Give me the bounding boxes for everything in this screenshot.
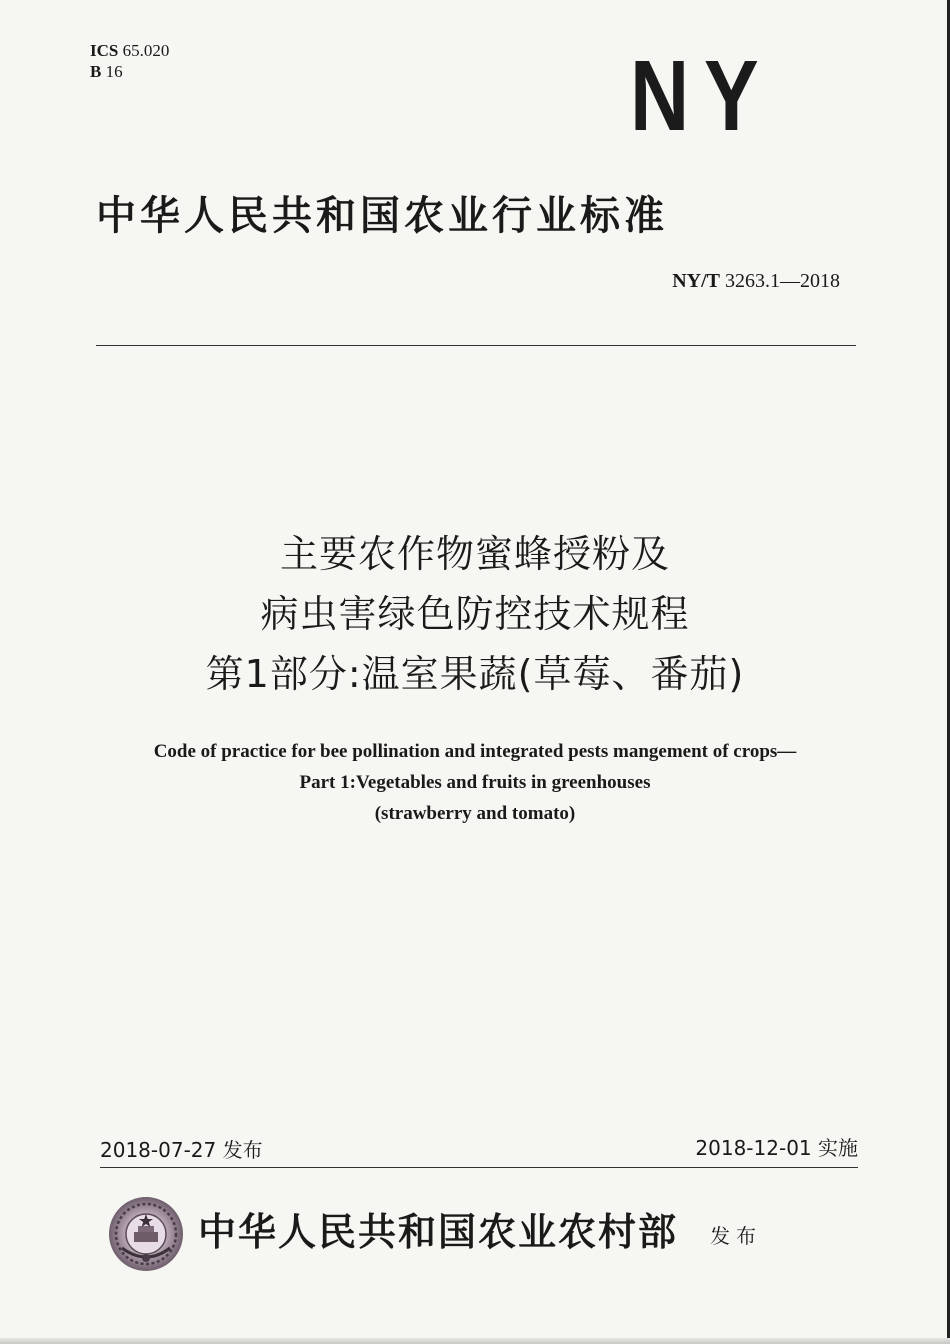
national-emblem-icon (108, 1196, 184, 1272)
standard-number: NY/T 3263.1—2018 (672, 270, 840, 292)
publish-label: 发布 (710, 1224, 762, 1248)
english-title-line-1: Code of practice for bee pollination and integrated pests mangement of crops— (153, 741, 797, 762)
issue-date: 2018-07-27 发布 (100, 1138, 263, 1162)
publisher-name: 中华人民共和国农业农村部 (198, 1209, 679, 1254)
chinese-title-line-2: 病虫害绿色防控技术规程 (260, 592, 690, 636)
ics-code: ICS 65.020 (90, 41, 170, 60)
top-divider (96, 345, 856, 346)
standard-type-heading: 中华人民共和国农业行业标准 (96, 193, 668, 239)
bottom-divider (100, 1167, 858, 1168)
standard-code-letters: NY (630, 40, 774, 152)
english-title (0, 736, 950, 829)
chinese-title (0, 524, 950, 704)
chinese-title-line-3: 第1部分:温室果蔬(草莓、番茄) (205, 652, 745, 696)
ccs-code: B 16 (90, 62, 123, 81)
effective-date: 2018-12-01 实施 (695, 1136, 858, 1160)
scan-edge-bottom (0, 1338, 950, 1344)
english-title-line-2: Part 1:Vegetables and fruits in greenhouses (299, 772, 651, 793)
classification-codes (90, 40, 169, 82)
chinese-title-line-1: 主要农作物蜜蜂授粉及 (279, 532, 670, 576)
english-title-line-3: (strawberry and tomato) (374, 803, 576, 824)
